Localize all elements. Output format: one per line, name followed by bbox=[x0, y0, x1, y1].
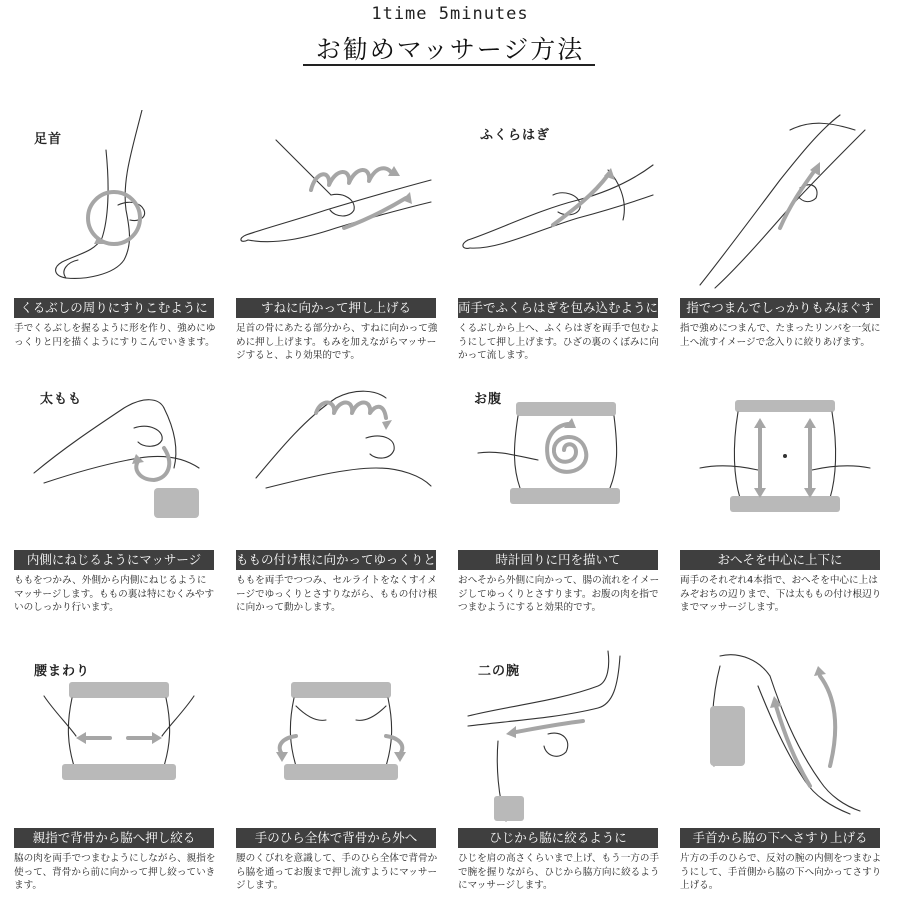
section-label-belly: お腹 bbox=[474, 392, 503, 407]
card-caption: 内側にねじるようにマッサージ bbox=[14, 550, 214, 570]
card-caption: ももの付け根に向かってゆっくりと bbox=[236, 550, 436, 570]
shin-massage-illustration bbox=[236, 110, 436, 290]
leg-pinch-illustration bbox=[680, 110, 880, 290]
card-description: 腰のくびれを意識して、手のひら全体で背骨から脇を通ってお腹まで押し流すようにマッサージします。 bbox=[236, 853, 438, 891]
page-subtitle: 1time 5minutes bbox=[371, 4, 529, 24]
card-description: 足首の骨にあたる部分から、すねに向かって強めに押し上げます。もみを加えながらマッサージすると、より効果的です。 bbox=[236, 323, 438, 361]
section-label-calf: ふくらはぎ bbox=[480, 128, 551, 143]
card-caption: くるぶしの周りにすりこむように bbox=[14, 298, 214, 318]
card-caption: 指でつまんでしっかりもみほぐす bbox=[680, 298, 880, 318]
wrist-to-armpit-illustration bbox=[680, 646, 880, 826]
card-description: ひじを肩の高さくらいまで上げ、もう一方の手で腕を握りながら、ひじから脇方向に絞るようにマッサージします。 bbox=[458, 853, 660, 891]
card-caption: すねに向かって押し上げる bbox=[236, 298, 436, 318]
card-caption: 両手でふくらはぎを包み込むように bbox=[458, 298, 658, 318]
card-caption: 手首から脇の下へさすり上げる bbox=[680, 828, 880, 848]
card-description: 指で強めにつまんで、たまったリンパを一気に上へ流すイメージで念入りに絞りあげます。 bbox=[680, 323, 881, 348]
card-description: 手でくるぶしを握るように形を作り、強めにゆっくりと円を描くようにすりこんでいきます。 bbox=[14, 323, 216, 348]
card-caption: おへそを中心に上下に bbox=[680, 550, 880, 570]
title-underline bbox=[303, 64, 595, 66]
navel-updown-illustration bbox=[680, 368, 880, 548]
card-description: ももを両手でつつみ、セルライトをなくすイメージでゆっくりとさすりながら、ももの付け根に向かって動かします。 bbox=[236, 575, 438, 613]
card-description: おへそから外側に向かって、腸の流れをイメージしてゆっくりとさすります。お腹の肉を指でつまむようにすると効果的です。 bbox=[458, 575, 660, 613]
card-caption: 時計回りに円を描いて bbox=[458, 550, 658, 570]
card-caption: 親指で背骨から脇へ押し絞る bbox=[14, 828, 214, 848]
waist-palm-illustration bbox=[236, 646, 436, 826]
section-label-ankle: 足首 bbox=[34, 132, 63, 147]
section-label-thigh: 太もも bbox=[40, 392, 83, 407]
card-description: 両手のそれぞれ4本指で、おへそを中心に上はみぞおちの辺りまで、下は太ももの付け根辺りまでマッサージします。 bbox=[680, 575, 882, 613]
thigh-root-illustration bbox=[236, 368, 436, 548]
card-description: くるぶしから上へ、ふくらはぎを両手で包むようにして押し上げます。ひざの裏のくぼみに向かって流します。 bbox=[458, 323, 660, 361]
section-label-waist: 腰まわり bbox=[34, 664, 91, 679]
section-label-upper-arm: 二の腕 bbox=[478, 664, 521, 679]
page-title: お勧めマッサージ方法 bbox=[315, 35, 585, 64]
card-description: ももをつかみ、外側から内側にねじるようにマッサージします。ももの裏は特にむくみやすいのしっかり行います。 bbox=[14, 575, 215, 613]
card-caption: ひじから脇に絞るように bbox=[458, 828, 658, 848]
card-description: 脇の肉を両手でつまむようにしながら、親指を使って、背骨から前に向かって押し絞っていきます。 bbox=[14, 853, 216, 891]
card-caption: 手のひら全体で背骨から外へ bbox=[236, 828, 436, 848]
card-description: 片方の手のひらで、反対の腕の内側をつまむようにして、手首側から脇の下へ向かってさすり上げる。 bbox=[680, 853, 882, 891]
